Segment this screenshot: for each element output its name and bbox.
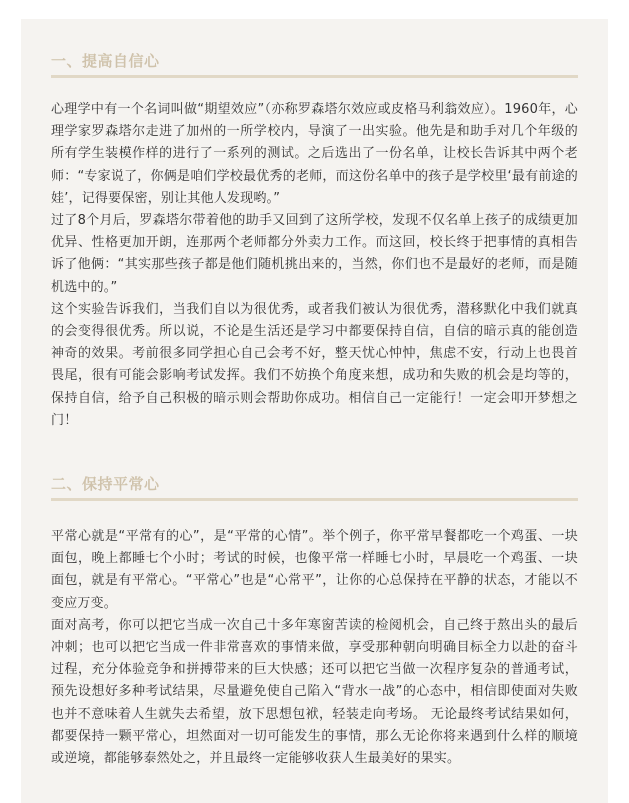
paragraph: 心理学中有一个名词叫做“期望效应”（亦称罗森塔尔效应或皮格马利翁效应）。1960年，心理学家罗森塔尔走进了加州的一所学校内，导演了一出实验。他先是和助手对几个年级的所有学生装模作样的进行了一系列的测试。之后选出了一份名单，让校长告诉其中两个老师：“专家说了，你俩是咱们学校最优秀的老师，而这份名单中的孩子是学校里‘最有前途的娃’，记得要保密，别让其他人发现哟。” (51, 102, 578, 206)
article-card (21, 19, 608, 803)
paragraph: 面对高考，你可以把它当成一次自己十多年寒窗苦读的检阅机会，自己终于熬出头的最后冲刺；也可以把它当成一件非常喜欢的事情来做，享受那种朝向明确目标全力以赴的奋斗过程，充分体验竞争和拼搏带来的巨大快感；还可以把它当做一次程序复杂的普通考试，预先设想好多种考试结果，尽量避免使自己陷入“背水一战”的心态中，相信即使面对失败也并不意味着人生就失去希望，放下思想包袱，轻装走向考场。 无论最终考试结果如何，都要保持一颗平常心，坦然面对一切可能发生的事情，那么无论你将来遇到什么样的顺境或逆境，都能够泰然处之，并且最终一定能够收获人生最美好的果实。 (51, 617, 578, 767)
paragraph: 过了8个月后，罗森塔尔带着他的助手又回到了这所学校，发现不仅名单上孩子的成绩更加优异、性格更加开朗，连那两个老师都分外卖力工作。而这回，校长终于把事情的真相告诉了他俩：“其实那些孩子都是他们随机挑出来的，当然，你们也不是最好的老师，而是随机选中的。” (51, 213, 578, 295)
heading-underline (51, 498, 578, 501)
paragraph: 这个实验告诉我们，当我们自以为很优秀，或者我们被认为很优秀，潜移默化中我们就真的会变得很优秀。所以说，不论是生活还是学习中都要保持自信，自信的暗示真的能创造神奇的效果。考前很多同学担心自己会考不好，整天忧心忡忡，焦虑不安，行动上也畏首畏尾，很有可能会影响考试发挥。我们不妨换个角度来想，成功和失败的机会是均等的，保持自信，给予自己积极的暗示则会帮助你成功。相信自己一定能行！一定会叩开梦想之门！ (51, 301, 578, 428)
section-confidence (51, 51, 578, 432)
section-heading: 二、保持平常心 (51, 475, 160, 494)
paragraph: 平常心就是“平常有的心”，是“平常的心情”。举个例子，你平常早餐都吃一个鸡蛋、一块面包，晚上都睡七个小时；考试的时候，也像平常一样睡七小时，早晨吃一个鸡蛋、一块面包，就是有平常心。“平常心”也是“心常平”，让你的心总保持在平静的状态，才能以不变应万变。 (51, 529, 578, 611)
heading-underline (51, 75, 578, 78)
section-calm-mind (51, 474, 578, 770)
section-heading: 一、提高自信心 (51, 52, 160, 70)
